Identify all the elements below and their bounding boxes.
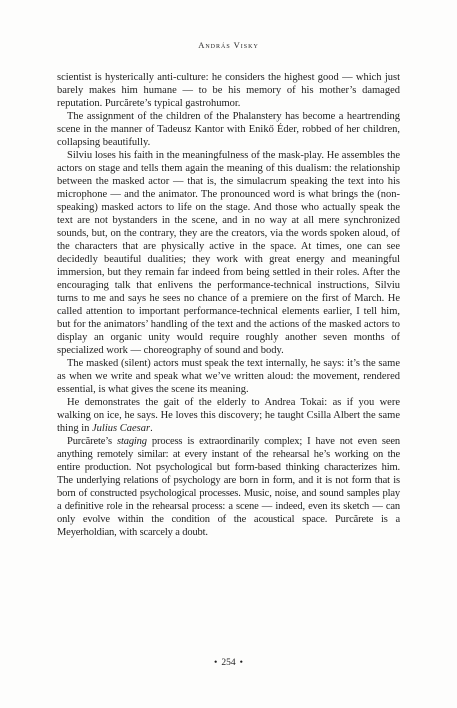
body-text [57, 71, 400, 539]
paragraph-text: . [150, 423, 153, 434]
paragraph: scientist is hysterically anti-culture: he considers the highest good — which just barely makes him humane — to be his memory of his mother’s damaged reputation. Purcărete’s typical gastrohumor. [57, 72, 400, 109]
paragraph-text: He demonstrates the gait of the elderly to Andrea Tokai: as if you were walking on ice, he says. He loves this discovery; he taught Csilla Albert the same thing in [57, 397, 400, 434]
paragraph: The masked (silent) actors must speak the text internally, he says: it’s the same as when we write and speak what we’ve written aloud: the movement, rendered essential, is what gives the scene its meaning. [57, 358, 400, 395]
paragraph: The assignment of the children of the Phalanstery has become a heartrending scene in the manner of Tadeusz Kantor with Enikő Éder, robbed of her children, collapsing beautifully. [57, 111, 400, 148]
italic-title: Julius Caesar [92, 423, 151, 434]
paragraph [57, 396, 400, 435]
paragraph: Silviu loses his faith in the meaningfulness of the mask-play. He assembles the actors on stage and tells them again the meaning of this dualism: the relationship between the masked actor — that is, the simulacrum speaking the text into his microphone — and the animator. The pronounced word is what brings the (non-speaking) masked actors to life on the stage. And those who actually speak the text are not bystanders in the scene, and in no way at all mere synchronized sounds, but, on the contrary, they are the creators, via the words spoken aloud, of the characters that are physically active in the space. At times, one can see decidedly beautiful dualities; they work with great energy and meaningful immersion, but they remain far indeed from being settled in their roles. After the encouraging talk that enlivens the performance-technical instructions, Silviu turns to me and says he sees no chance of a premiere on the first of March. He called attention to important performance-technical elements earlier, I tell him, but for the animators’ handling of the text and the actions of the masked actors to display an organic unity would require roughly another seven months of specialized work — choreography of sound and body. [57, 150, 400, 356]
paragraph-text: Purcărete’s [67, 436, 118, 447]
italic-term: staging [117, 436, 147, 447]
bullet-ornament: • [214, 658, 218, 668]
running-head: András Visky [198, 40, 259, 50]
paragraph [57, 435, 400, 539]
paragraph-text: process is extraordinarily complex; I have not even seen anything remotely similar: at every instant of the rehearsal he’s working on the entire production. Not psychological but form-based thinking characterizes him. The underlying relations of psychology are born in form, and it is not form that is born of constructed psychological processes. Music, noise, and sound samples play a definitive role in the rehearsal process: a scene — indeed, even its sketch — can only evolve within the condition of the acoustical space. Purcărete is a Meyerholdian, with scarcely a doubt. [57, 436, 400, 538]
page-number-footer [0, 658, 457, 668]
page-number: 254 [221, 658, 236, 668]
bullet-ornament: • [239, 658, 243, 668]
